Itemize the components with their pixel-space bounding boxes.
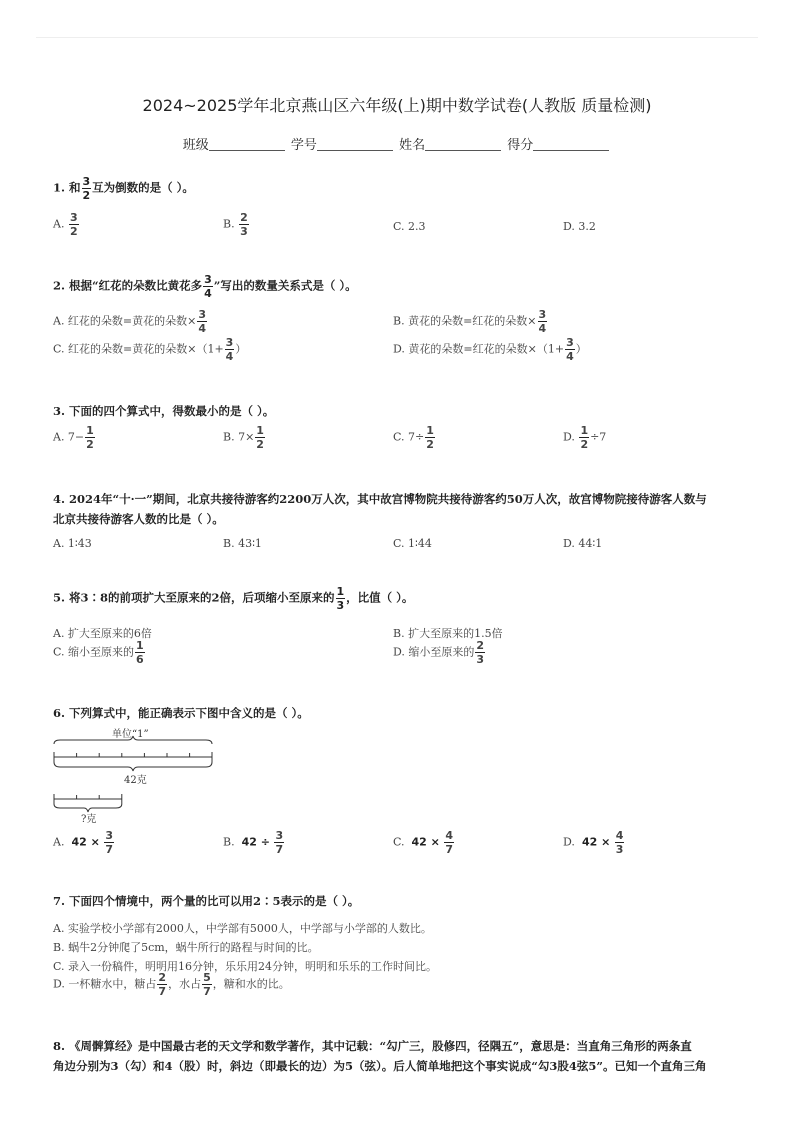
q6-option-b[interactable]: B. 42 ÷ $\frac{3}{7}$ xyxy=(223,829,284,856)
q1-option-d[interactable]: D. 3.2 xyxy=(563,220,596,233)
question-8-stem-line1: 8. 《周髀算经》是中国最古老的天文学和数学著作，其中记载：“勾广三，股修四，径隅五”，意思是：当直角三角形的两条直 xyxy=(53,1039,692,1053)
question-4-stem-line1: 4. 2024年“十·一”期间，北京共接待游客约2200万人次，其中故宫博物院共接待游客约50万人次，故宫博物院接待游客人数与 xyxy=(53,492,707,506)
q2-option-d[interactable]: D. 黄花的朵数=红花的朵数×（1+ $\frac{3}{4}$ ） xyxy=(393,336,587,363)
class-label: 班级 xyxy=(182,138,209,153)
total-brace-bottom xyxy=(54,762,212,771)
segment-bar-diagram xyxy=(52,724,222,824)
q3-option-d[interactable]: D. $\frac{1}{2}$ ÷7 xyxy=(563,424,607,451)
name-blank xyxy=(425,138,501,151)
question-1-stem xyxy=(53,176,194,201)
id-blank xyxy=(317,138,393,151)
question-8-stem-line2: 角边分别为3（勾）和4（股）时，斜边（即最长的边）为5（弦）。后人简单地把这个事实说成“勾3股4弦5”。已知一个直角三角 xyxy=(53,1059,707,1073)
q5-option-d[interactable]: D. 缩小至原来的 $\frac{2}{3}$ xyxy=(393,639,485,666)
question-5-stem: 5. 将3∶8的前项扩大至原来的2倍，后项缩小至原来的 $\frac{1}{3}$ ，比值（ ）。 xyxy=(53,585,414,612)
score-blank xyxy=(533,138,609,151)
q3-option-c[interactable]: C. 7÷ $\frac{1}{2}$ xyxy=(393,424,434,451)
q5-option-c[interactable]: C. 缩小至原来的 $\frac{1}{6}$ xyxy=(53,639,144,666)
name-label: 姓名 xyxy=(399,138,426,153)
id-label: 学号 xyxy=(290,138,317,153)
score-label: 得分 xyxy=(507,138,534,153)
question-6-stem: 6. 下列算式中，能正确表示下图中含义的是（ ）。 xyxy=(53,706,309,720)
q6-option-c[interactable]: C. 42 × $\frac{4}{7}$ xyxy=(393,829,454,856)
part-brace xyxy=(54,804,122,812)
diagram-total-label: 42克 xyxy=(124,775,147,786)
q7-option-d[interactable]: D. 一杯糖水中，糖占 $\frac{2}{7}$ ，水占 $\frac{5}{7}$ ，糖和水的比。 xyxy=(53,971,290,998)
q2-option-c[interactable]: C. 红花的朵数=黄花的朵数×（1+ $\frac{3}{4}$ ） xyxy=(53,336,247,363)
top-divider xyxy=(36,37,758,38)
q1-post: 互为倒数的是（ ）。 xyxy=(92,180,194,195)
diagram-part-label: ?克 xyxy=(81,814,97,824)
q1-option-c[interactable]: C. 2.3 xyxy=(393,220,426,233)
question-4-stem-line2: 北京共接待游客人数的比是（ ）。 xyxy=(53,512,224,526)
student-info-line xyxy=(0,134,794,153)
class-blank xyxy=(209,138,285,151)
question-3-stem: 3. 下面的四个算式中，得数最小的是（ ）。 xyxy=(53,404,275,418)
q4-option-a[interactable]: A. 1∶43 xyxy=(53,537,92,550)
q6-option-a[interactable]: A. 42 × $\frac{3}{7}$ xyxy=(53,829,113,856)
question-2-stem: 2. 根据“红花的朵数比黄花多 $\frac{3}{4}$ ”写出的数量关系式是（ ）。 xyxy=(53,273,357,300)
q5-option-a[interactable]: A. 扩大至原来的6倍 xyxy=(53,627,152,640)
q5-option-b[interactable]: B. 扩大至原来的1.5倍 xyxy=(393,627,503,640)
q7-option-c[interactable]: C. 录入一份稿件，明明用16分钟，乐乐用24分钟，明明和乐乐的工作时间比。 xyxy=(53,960,438,973)
q4-option-c[interactable]: C. 1∶44 xyxy=(393,537,432,550)
q1-option-a[interactable]: A. $\frac{3}{2}$ xyxy=(53,211,78,238)
question-7-stem: 7. 下面四个情境中，两个量的比可以用2∶5表示的是（ ）。 xyxy=(53,894,360,908)
q2-option-b[interactable]: B. 黄花的朵数=红花的朵数× $\frac{3}{4}$ xyxy=(393,308,547,335)
q2-option-a[interactable]: A. 红花的朵数=黄花的朵数× $\frac{3}{4}$ xyxy=(53,308,207,335)
q3-option-b[interactable]: B. 7× $\frac{1}{2}$ xyxy=(223,424,264,451)
q1-option-b[interactable]: B. $\frac{2}{3}$ xyxy=(223,211,248,238)
q4-option-b[interactable]: B. 43∶1 xyxy=(223,537,262,550)
q6-option-d[interactable]: D. 42 × $\frac{4}{3}$ xyxy=(563,829,624,856)
q3-option-a[interactable]: A. 7− $\frac{1}{2}$ xyxy=(53,424,94,451)
q7-option-a[interactable]: A. 实验学校小学部有2000人，中学部有5000人，中学部与小学部的人数比。 xyxy=(53,922,432,935)
page-title: 2024~2025学年北京燕山区六年级(上)期中数学试卷(人教版 质量检测) xyxy=(142,96,652,115)
q1-pre: 1. 和 xyxy=(53,180,81,195)
q1-fraction: $\frac{3}{2}$ xyxy=(82,175,91,202)
diagram-unit-label: 单位“1” xyxy=(112,729,149,740)
q7-option-b[interactable]: B. 蜗牛2分钟爬了5cm，蜗牛所行的路程与时间的比。 xyxy=(53,941,319,954)
q4-option-d[interactable]: D. 44∶1 xyxy=(563,537,603,550)
unit-brace-top xyxy=(54,736,212,744)
